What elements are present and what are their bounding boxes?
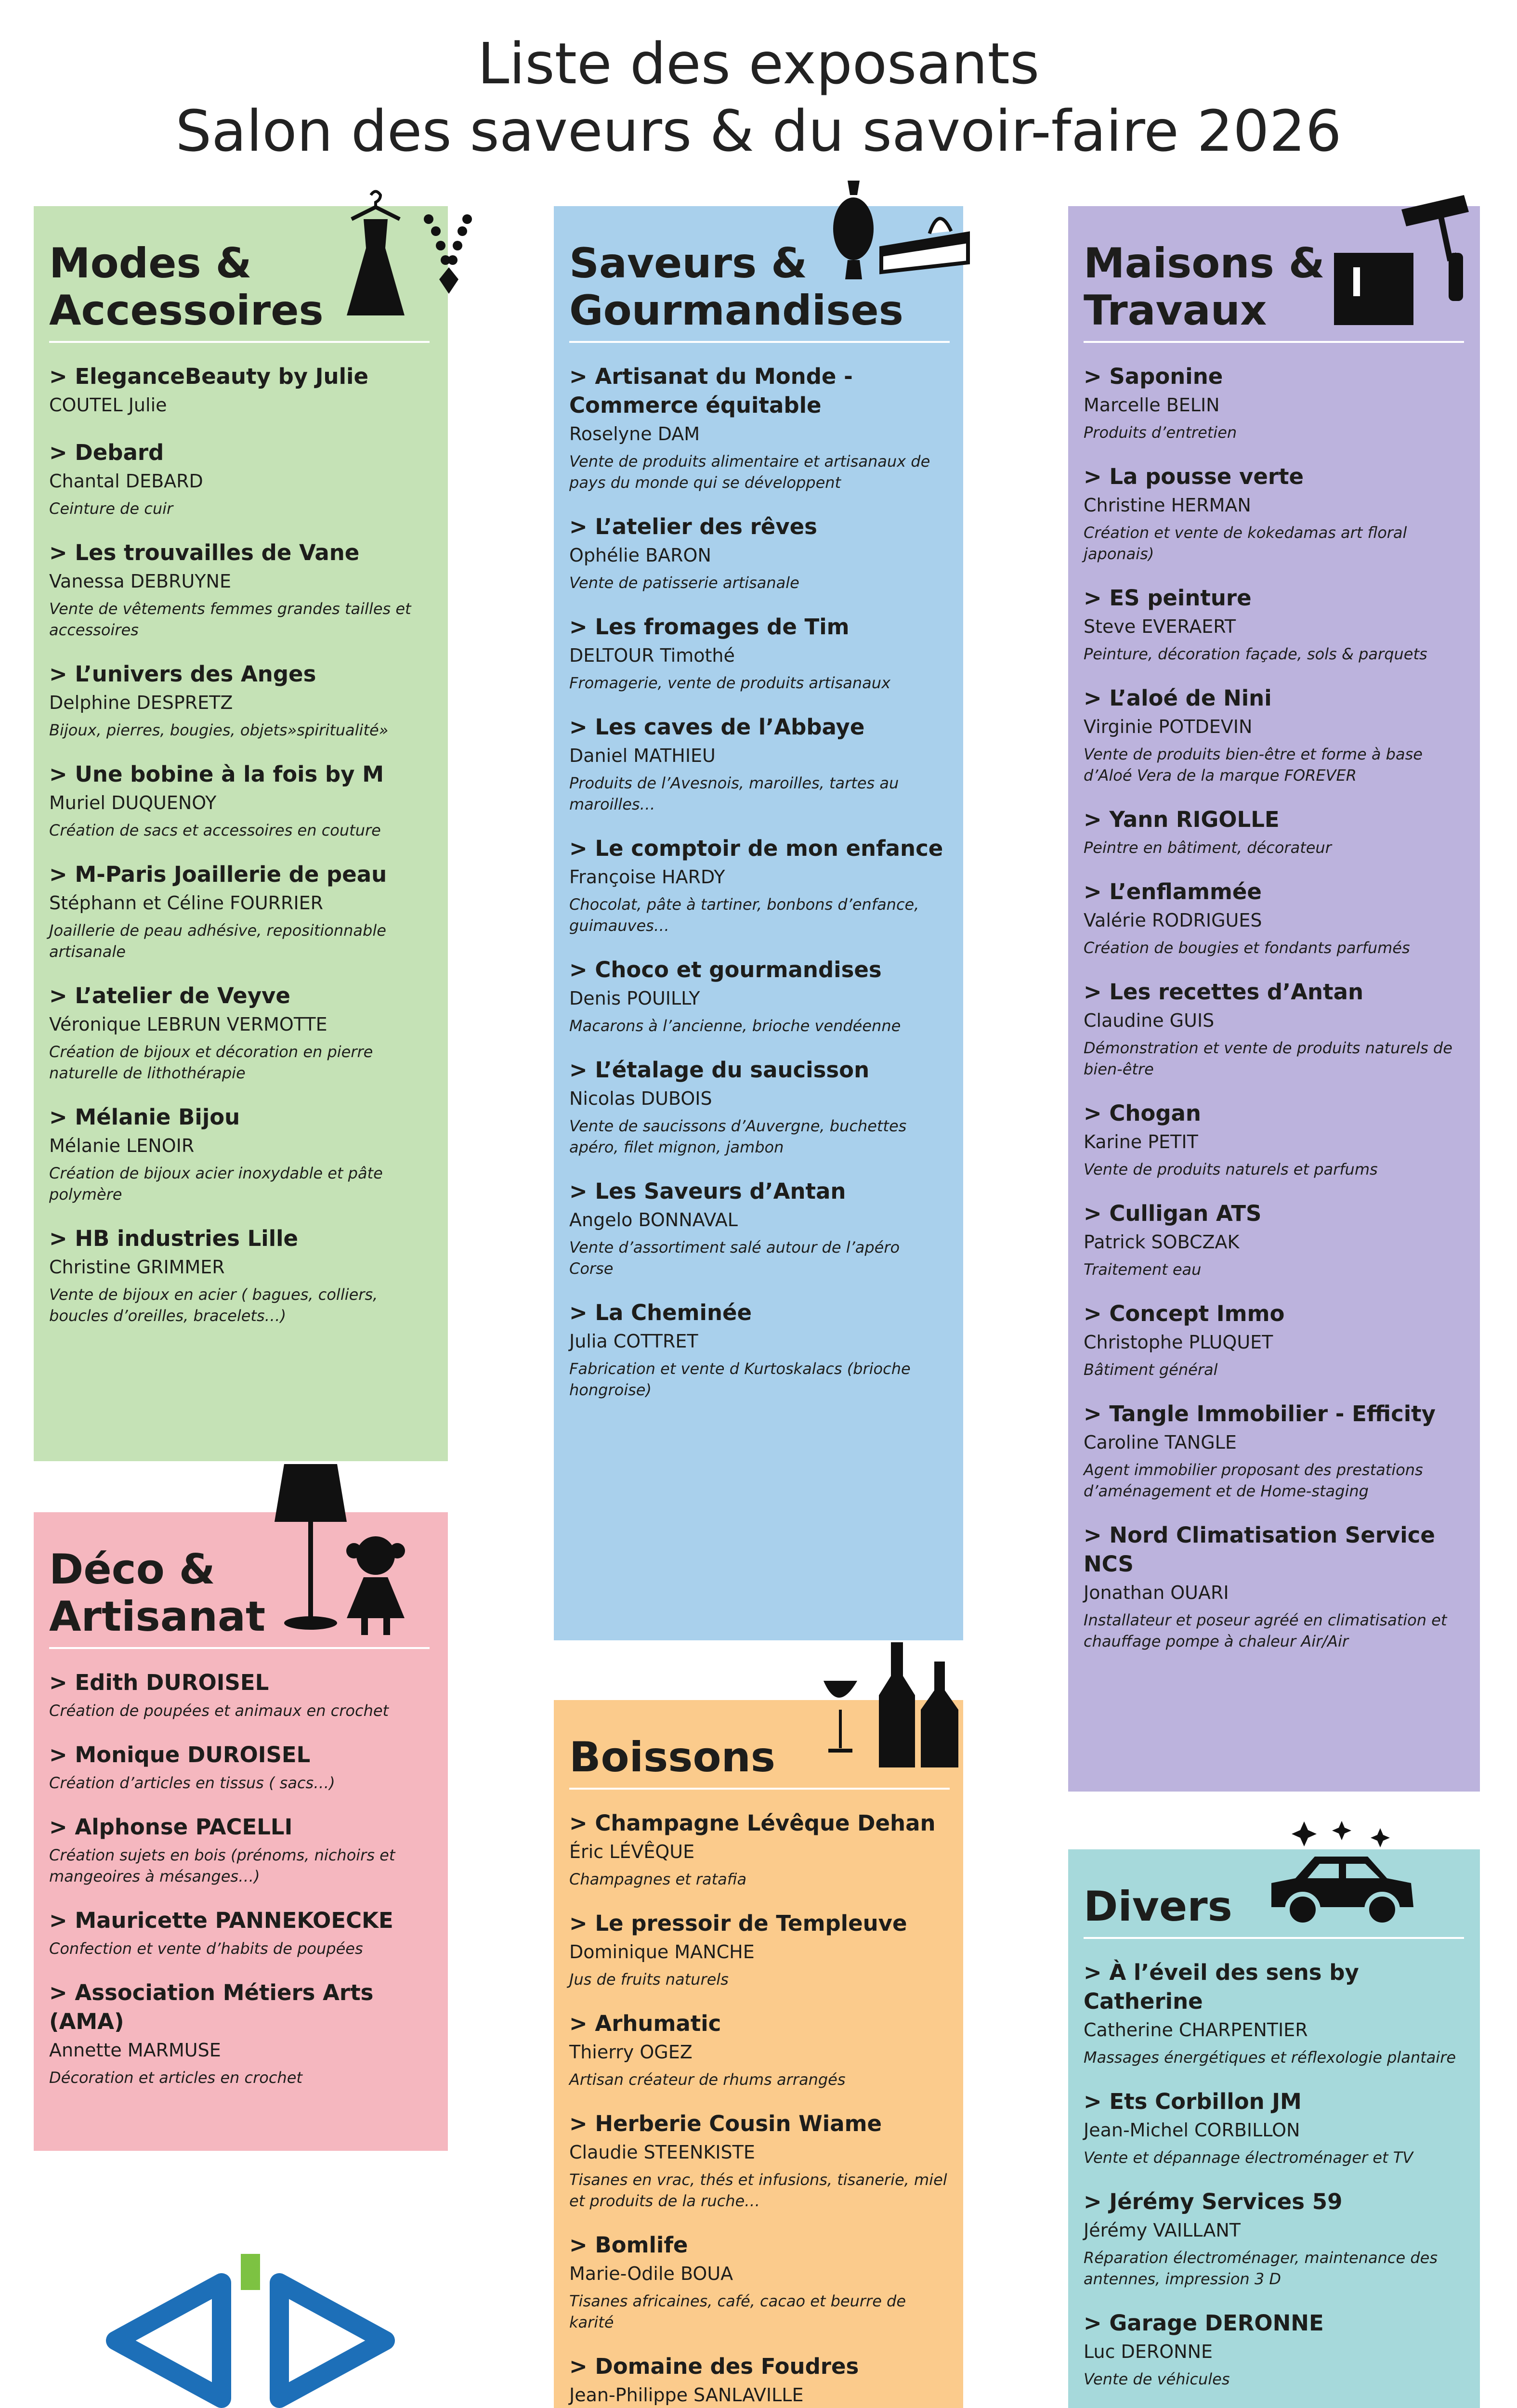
exhibitor-description: Traitement eau bbox=[1084, 1260, 1202, 1279]
exhibitor-entry bbox=[569, 512, 948, 593]
exhibitor-name: > ES peinture bbox=[1084, 585, 1252, 611]
logo-flower bbox=[116, 2283, 385, 2408]
title-line-1: Liste des exposants bbox=[477, 30, 1040, 97]
exhibitor-description: Vente de vêtements femmes grandes tailles et accessoires bbox=[49, 600, 411, 639]
exhibitor-entry bbox=[1084, 1958, 1465, 2068]
exhibitor-person: Jean-Philippe SANLAVILLE bbox=[569, 2384, 804, 2406]
exhibitor-name: > Une bobine à la fois by M bbox=[49, 761, 384, 787]
exhibitor-entry bbox=[1084, 978, 1465, 1080]
exhibitor-description: Vente de saucissons d’Auvergne, buchettes apéro, filet mignon, jambon bbox=[569, 1117, 907, 1156]
exhibitor-list bbox=[1084, 1958, 1465, 2408]
exhibitor-name: > Garage DERONNE bbox=[1084, 2310, 1324, 2336]
exhibitor-description: Champagnes et ratafia bbox=[569, 1870, 747, 1888]
divider bbox=[569, 341, 950, 343]
exhibitor-person: Nicolas DUBOIS bbox=[569, 1088, 712, 1109]
exhibitor-description: Artisan créateur de rhums arrangés bbox=[569, 2070, 846, 2089]
exhibitor-name: > Concept Immo bbox=[1084, 1301, 1285, 1326]
exhibitor-name: > Artisanat du Monde - Commerce équitable bbox=[569, 364, 853, 418]
section-saveurs-gourmandises bbox=[554, 206, 963, 1640]
exhibitor-entry bbox=[1084, 684, 1465, 786]
paint-roller-icon bbox=[1329, 190, 1474, 330]
exhibitor-entry bbox=[1084, 1099, 1465, 1180]
exhibitor-name: > Les trouvailles de Vane bbox=[49, 540, 360, 565]
divider bbox=[1084, 341, 1464, 343]
exhibitor-person: Jonathan OUARI bbox=[1084, 1582, 1229, 1603]
exhibitor-person: Véronique LEBRUN VERMOTTE bbox=[49, 1014, 327, 1035]
heading-line: Déco & bbox=[49, 1545, 215, 1594]
exhibitor-entry bbox=[49, 1224, 432, 1326]
exhibitor-person: Thierry OGEZ bbox=[569, 2042, 693, 2063]
exhibitor-person: Denis POUILLY bbox=[569, 988, 700, 1009]
exhibitor-entry bbox=[1084, 2087, 1465, 2168]
wine-bottles-icon bbox=[819, 1637, 968, 1772]
exhibitor-person: Christine GRIMMER bbox=[49, 1256, 225, 1278]
exhibitor-description: Ceinture de cuir bbox=[49, 499, 173, 518]
exhibitor-list bbox=[49, 1668, 432, 2088]
heading-line: Saveurs & bbox=[569, 239, 808, 288]
exhibitor-description: Tisanes africaines, café, cacao et beurre de karité bbox=[569, 2292, 906, 2331]
exhibitor-name: > Les caves de l’Abbaye bbox=[569, 714, 865, 740]
exhibitor-entry bbox=[1084, 805, 1465, 858]
car-icon bbox=[1262, 1820, 1421, 1936]
exhibitor-description: Création sujets en bois (prénoms, nichoirs et mangeoires à mésanges…) bbox=[49, 1846, 395, 1885]
exhibitor-person: Daniel MATHIEU bbox=[569, 745, 716, 766]
exhibitor-entry bbox=[1084, 1400, 1465, 1502]
exhibitor-entry bbox=[569, 1909, 948, 1990]
section-maisons-travaux bbox=[1068, 206, 1480, 1792]
exhibitor-name: > Culligan ATS bbox=[1084, 1201, 1262, 1226]
exhibitor-description: Vente de véhicules bbox=[1084, 2370, 1230, 2388]
exhibitor-description: Peinture, décoration façade, sols & parquets bbox=[1084, 645, 1427, 663]
heading-line: Modes & bbox=[49, 239, 252, 288]
exhibitor-description: Création et vente de kokedamas art floral japonais) bbox=[1084, 523, 1407, 563]
exhibitor-entry bbox=[1084, 1521, 1465, 1652]
exhibitor-description: Vente et dépannage électroménager et TV bbox=[1084, 2148, 1413, 2167]
exhibitor-description: Bijoux, pierres, bougies, objets»spiritualité» bbox=[49, 721, 389, 739]
exhibitor-name: > L’étalage du saucisson bbox=[569, 1057, 870, 1083]
exhibitor-entry bbox=[49, 660, 432, 741]
exhibitor-name: > L’enflammée bbox=[1084, 879, 1262, 904]
exhibitor-entry bbox=[569, 1298, 948, 1400]
exhibitor-description: Produits d’entretien bbox=[1084, 423, 1237, 442]
heading-line: Artisanat bbox=[49, 1593, 266, 1641]
exhibitor-person: Christine HERMAN bbox=[1084, 495, 1251, 516]
exhibitor-description: Tisanes en vrac, thés et infusions, tisanerie, miel et produits de la ruche… bbox=[569, 2171, 947, 2210]
exhibitor-name: > Arhumatic bbox=[569, 2011, 721, 2036]
exhibitor-entry bbox=[49, 1741, 432, 1793]
heading-line: Accessoires bbox=[49, 287, 324, 335]
exhibitor-description: Confection et vente d’habits de poupées bbox=[49, 1939, 363, 1958]
heading-line: Divers bbox=[1084, 1883, 1232, 1931]
exhibitor-name: > L’univers des Anges bbox=[49, 661, 316, 687]
exhibitor-entry bbox=[49, 982, 432, 1084]
exhibitor-person: Mélanie LENOIR bbox=[49, 1135, 195, 1156]
exhibitor-name: > Mélanie Bijou bbox=[49, 1104, 240, 1130]
exhibitor-name: > Mauricette PANNEKOECKE bbox=[49, 1908, 393, 1933]
exhibitor-entry bbox=[1084, 362, 1465, 443]
exhibitor-entry bbox=[569, 713, 948, 815]
exhibitor-entry bbox=[569, 1056, 948, 1158]
exhibitor-name: > Chogan bbox=[1084, 1100, 1201, 1126]
exhibitor-description: Création de bijoux acier inoxydable et pâte polymère bbox=[49, 1164, 383, 1204]
exhibitor-entry bbox=[569, 2352, 948, 2408]
exhibitor-name: > Saponine bbox=[1084, 364, 1223, 389]
exhibitor-list bbox=[1084, 362, 1465, 1652]
exhibitor-person: Valérie RODRIGUES bbox=[1084, 910, 1262, 931]
exhibitor-description: Chocolat, pâte à tartiner, bonbons d’enfance, guimauves… bbox=[569, 895, 919, 935]
exhibitor-person: Annette MARMUSE bbox=[49, 2040, 221, 2061]
exhibitor-person: Jean-Michel CORBILLON bbox=[1084, 2120, 1300, 2141]
exhibitor-list bbox=[569, 1809, 948, 2408]
exhibitor-name: > L’atelier des rêves bbox=[569, 514, 817, 539]
exhibitor-name: > Edith DUROISEL bbox=[49, 1670, 269, 1695]
exhibitor-entry bbox=[569, 613, 948, 694]
exhibitor-description: Création de bijoux et décoration en pierre naturelle de lithothérapie bbox=[49, 1043, 373, 1082]
exhibitor-person: Julia COTTRET bbox=[569, 1331, 698, 1352]
exhibitor-description: Vente de bijoux en acier ( bagues, colliers, boucles d’oreilles, bracelets…) bbox=[49, 1285, 378, 1325]
exhibitor-description: Agent immobilier proposant des prestations d’aménagement et de Home-staging bbox=[1084, 1461, 1423, 1500]
exhibitor-name: > Alphonse PACELLI bbox=[49, 1814, 293, 1840]
title-line-2: Salon des saveurs & du savoir-faire 2026 bbox=[175, 98, 1342, 164]
exhibitor-person: Claudie STEENKISTE bbox=[569, 2142, 755, 2163]
exhibitor-entry bbox=[49, 1906, 432, 1959]
exhibitor-name: > Le comptoir de mon enfance bbox=[569, 836, 943, 861]
exhibitor-name: > Champagne Lévêque Dehan bbox=[569, 1810, 936, 1836]
exhibitor-person: Chantal DEBARD bbox=[49, 471, 203, 492]
exhibitor-name: > L’aloé de Nini bbox=[1084, 685, 1272, 711]
exhibitor-description: Macarons à l’ancienne, brioche vendéenne bbox=[569, 1017, 901, 1035]
leers-logo-icon bbox=[77, 2254, 424, 2408]
exhibitor-description: Démonstration et vente de produits naturels de bien-être bbox=[1084, 1039, 1452, 1078]
divider bbox=[49, 1647, 430, 1649]
exhibitor-entry bbox=[569, 2009, 948, 2090]
exhibitor-description: Joaillerie de peau adhésive, repositionnable artisanale bbox=[49, 921, 386, 961]
exhibitor-description: Bâtiment général bbox=[1084, 1361, 1218, 1379]
heading-line: Gourmandises bbox=[569, 287, 903, 335]
exhibitor-description: Fromagerie, vente de produits artisanaux bbox=[569, 674, 890, 692]
lamp-doll-icon bbox=[275, 1459, 419, 1642]
exhibitor-entry bbox=[569, 834, 948, 936]
exhibitor-person: Vanessa DEBRUYNE bbox=[49, 571, 231, 592]
exhibitor-name: > Bomlife bbox=[569, 2232, 688, 2258]
exhibitor-description: Vente de produits alimentaire et artisanaux de pays du monde qui se développent bbox=[569, 452, 930, 492]
page-title bbox=[0, 30, 1517, 165]
exhibitor-entry bbox=[569, 1809, 948, 1890]
exhibitor-name: > Debard bbox=[49, 440, 164, 465]
exhibitor-entry bbox=[1084, 2309, 1465, 2390]
exhibitor-entry bbox=[569, 362, 948, 493]
exhibitor-name: > Monique DUROISEL bbox=[49, 1742, 311, 1767]
heading-line: Travaux bbox=[1084, 287, 1267, 335]
exhibitor-person: Angelo BONNAVAL bbox=[569, 1209, 738, 1230]
exhibitor-description: Réparation électroménager, maintenance des antennes, impression 3 D bbox=[1084, 2249, 1438, 2288]
exhibitor-description: Vente de patisserie artisanale bbox=[569, 574, 799, 592]
exhibitor-entry bbox=[569, 1177, 948, 1279]
exhibitor-person: Marie-Odile BOUA bbox=[569, 2263, 733, 2284]
heading-line: Maisons & bbox=[1084, 239, 1325, 288]
dress-necklace-icon bbox=[337, 185, 477, 330]
exhibitor-name: > Les recettes d’Antan bbox=[1084, 979, 1364, 1005]
exhibitor-entry bbox=[1084, 877, 1465, 958]
exhibitor-name: > M-Paris Joaillerie de peau bbox=[49, 862, 387, 887]
exhibitor-name: > Yann RIGOLLE bbox=[1084, 807, 1280, 832]
exhibitor-person: Delphine DESPRETZ bbox=[49, 692, 233, 713]
heading-line: Boissons bbox=[569, 1733, 775, 1781]
exhibitor-person: Françoise HARDY bbox=[569, 866, 725, 888]
exhibitor-description: Création d’articles en tissus ( sacs…) bbox=[49, 1774, 335, 1792]
exhibitor-person: Stéphann et Céline FOURRIER bbox=[49, 892, 324, 914]
exhibitor-name: > Le pressoir de Templeuve bbox=[569, 1911, 907, 1936]
exhibitor-name: > Les fromages de Tim bbox=[569, 614, 850, 640]
exhibitor-list bbox=[49, 362, 432, 1326]
exhibitor-person: Muriel DUQUENOY bbox=[49, 792, 217, 813]
exhibitor-name: > Herberie Cousin Wiame bbox=[569, 2111, 882, 2136]
exhibitor-description: Vente de produits bien-être et forme à base d’Aloé Vera de la marque FOREVER bbox=[1084, 745, 1423, 785]
exhibitor-entry bbox=[1084, 1199, 1465, 1280]
exhibitor-name: > Tangle Immobilier - Efficity bbox=[1084, 1401, 1436, 1426]
candy-cake-icon bbox=[819, 176, 973, 287]
exhibitor-description: Création de bougies et fondants parfumés bbox=[1084, 939, 1410, 957]
exhibitor-person: Patrick SOBCZAK bbox=[1084, 1231, 1240, 1253]
exhibitor-description: Création de sacs et accessoires en couture bbox=[49, 821, 381, 839]
exhibitor-description: Massages énergétiques et réflexologie plantaire bbox=[1084, 2048, 1456, 2067]
exhibitor-entry bbox=[49, 1668, 432, 1721]
exhibitor-person: Catherine CHARPENTIER bbox=[1084, 2019, 1308, 2041]
exhibitor-description: Décoration et articles en crochet bbox=[49, 2068, 302, 2087]
exhibitor-description: Création de poupées et animaux en crochet bbox=[49, 1701, 389, 1720]
exhibitor-description: Vente de produits naturels et parfums bbox=[1084, 1160, 1378, 1178]
exhibitor-name: > EleganceBeauty by Julie bbox=[49, 364, 368, 389]
exhibitor-person: DELTOUR Timothé bbox=[569, 645, 735, 666]
exhibitor-name: > Association Métiers Arts (AMA) bbox=[49, 1980, 374, 2034]
exhibitor-entry bbox=[569, 2109, 948, 2212]
exhibitor-description: Jus de fruits naturels bbox=[569, 1970, 729, 1989]
exhibitor-name: > Ets Corbillon JM bbox=[1084, 2089, 1302, 2114]
exhibitor-person: Marcelle BELIN bbox=[1084, 394, 1220, 416]
exhibitor-person: Luc DERONNE bbox=[1084, 2341, 1213, 2362]
exhibitor-entry bbox=[49, 860, 432, 962]
exhibitor-entry bbox=[1084, 584, 1465, 665]
exhibitor-person: Éric LÉVÊQUE bbox=[569, 1841, 695, 1862]
exhibitor-name: > L’atelier de Veyve bbox=[49, 983, 290, 1008]
exhibitor-person: Christophe PLUQUET bbox=[1084, 1332, 1273, 1353]
exhibitor-entry bbox=[569, 2231, 948, 2333]
exhibitor-name: > HB industries Lille bbox=[49, 1226, 299, 1251]
divider bbox=[569, 1788, 950, 1790]
exhibitor-entry bbox=[1084, 1299, 1465, 1380]
exhibitor-name: > Les Saveurs d’Antan bbox=[569, 1178, 846, 1204]
exhibitor-description: Peintre en bâtiment, décorateur bbox=[1084, 838, 1332, 857]
exhibitor-name: > À l’éveil des sens by Catherine bbox=[1084, 1960, 1359, 2014]
exhibitor-person: Karine PETIT bbox=[1084, 1131, 1198, 1152]
exhibitor-entry bbox=[49, 362, 432, 419]
divider bbox=[49, 341, 430, 343]
exhibitor-description: Vente d’assortiment salé autour de l’apéro Corse bbox=[569, 1238, 900, 1278]
exhibitor-person: Roselyne DAM bbox=[569, 423, 700, 445]
exhibitor-person: Caroline TANGLE bbox=[1084, 1432, 1237, 1453]
exhibitor-description: Produits de l’Avesnois, maroilles, tartes au maroilles… bbox=[569, 774, 899, 813]
exhibitor-entry bbox=[569, 955, 948, 1036]
exhibitor-name: > La pousse verte bbox=[1084, 464, 1304, 489]
section-boissons bbox=[554, 1700, 963, 2408]
exhibitor-entry bbox=[1084, 462, 1465, 564]
exhibitor-description: Fabrication et vente d Kurtoskalacs (brioche hongroise) bbox=[569, 1360, 911, 1399]
exhibitor-person: Dominique MANCHE bbox=[569, 1941, 755, 1963]
exhibitor-entry bbox=[49, 538, 432, 641]
exhibitor-entry bbox=[1084, 2187, 1465, 2290]
exhibitor-entry bbox=[49, 438, 432, 519]
exhibitor-name: > Choco et gourmandises bbox=[569, 957, 882, 982]
section-modes-accessoires bbox=[34, 206, 448, 1461]
exhibitor-person: COUTEL Julie bbox=[49, 394, 167, 416]
exhibitor-entry bbox=[49, 760, 432, 841]
exhibitor-person: Steve EVERAERT bbox=[1084, 616, 1236, 637]
exhibitor-entry bbox=[49, 1978, 432, 2088]
exhibitor-person: Jérémy VAILLANT bbox=[1084, 2220, 1241, 2241]
exhibitor-list bbox=[569, 362, 948, 1400]
exhibitor-name: > Domaine des Foudres bbox=[569, 2354, 859, 2379]
exhibitor-description: Installateur et poseur agréé en climatisation et chauffage pompe à chaleur Air/Air bbox=[1084, 1611, 1447, 1650]
divider bbox=[1084, 1937, 1464, 1939]
exhibitor-person: Ophélie BARON bbox=[569, 545, 711, 566]
exhibitor-person: Virginie POTDEVIN bbox=[1084, 716, 1253, 737]
exhibitor-entry bbox=[49, 1103, 432, 1205]
exhibitor-name: > La Cheminée bbox=[569, 1300, 752, 1325]
exhibitor-name: > Nord Climatisation Service NCS bbox=[1084, 1522, 1435, 1577]
exhibitor-entry bbox=[49, 1813, 432, 1887]
exhibitor-person: Claudine GUIS bbox=[1084, 1010, 1215, 1031]
exhibitor-name: > Jérémy Services 59 bbox=[1084, 2189, 1343, 2214]
